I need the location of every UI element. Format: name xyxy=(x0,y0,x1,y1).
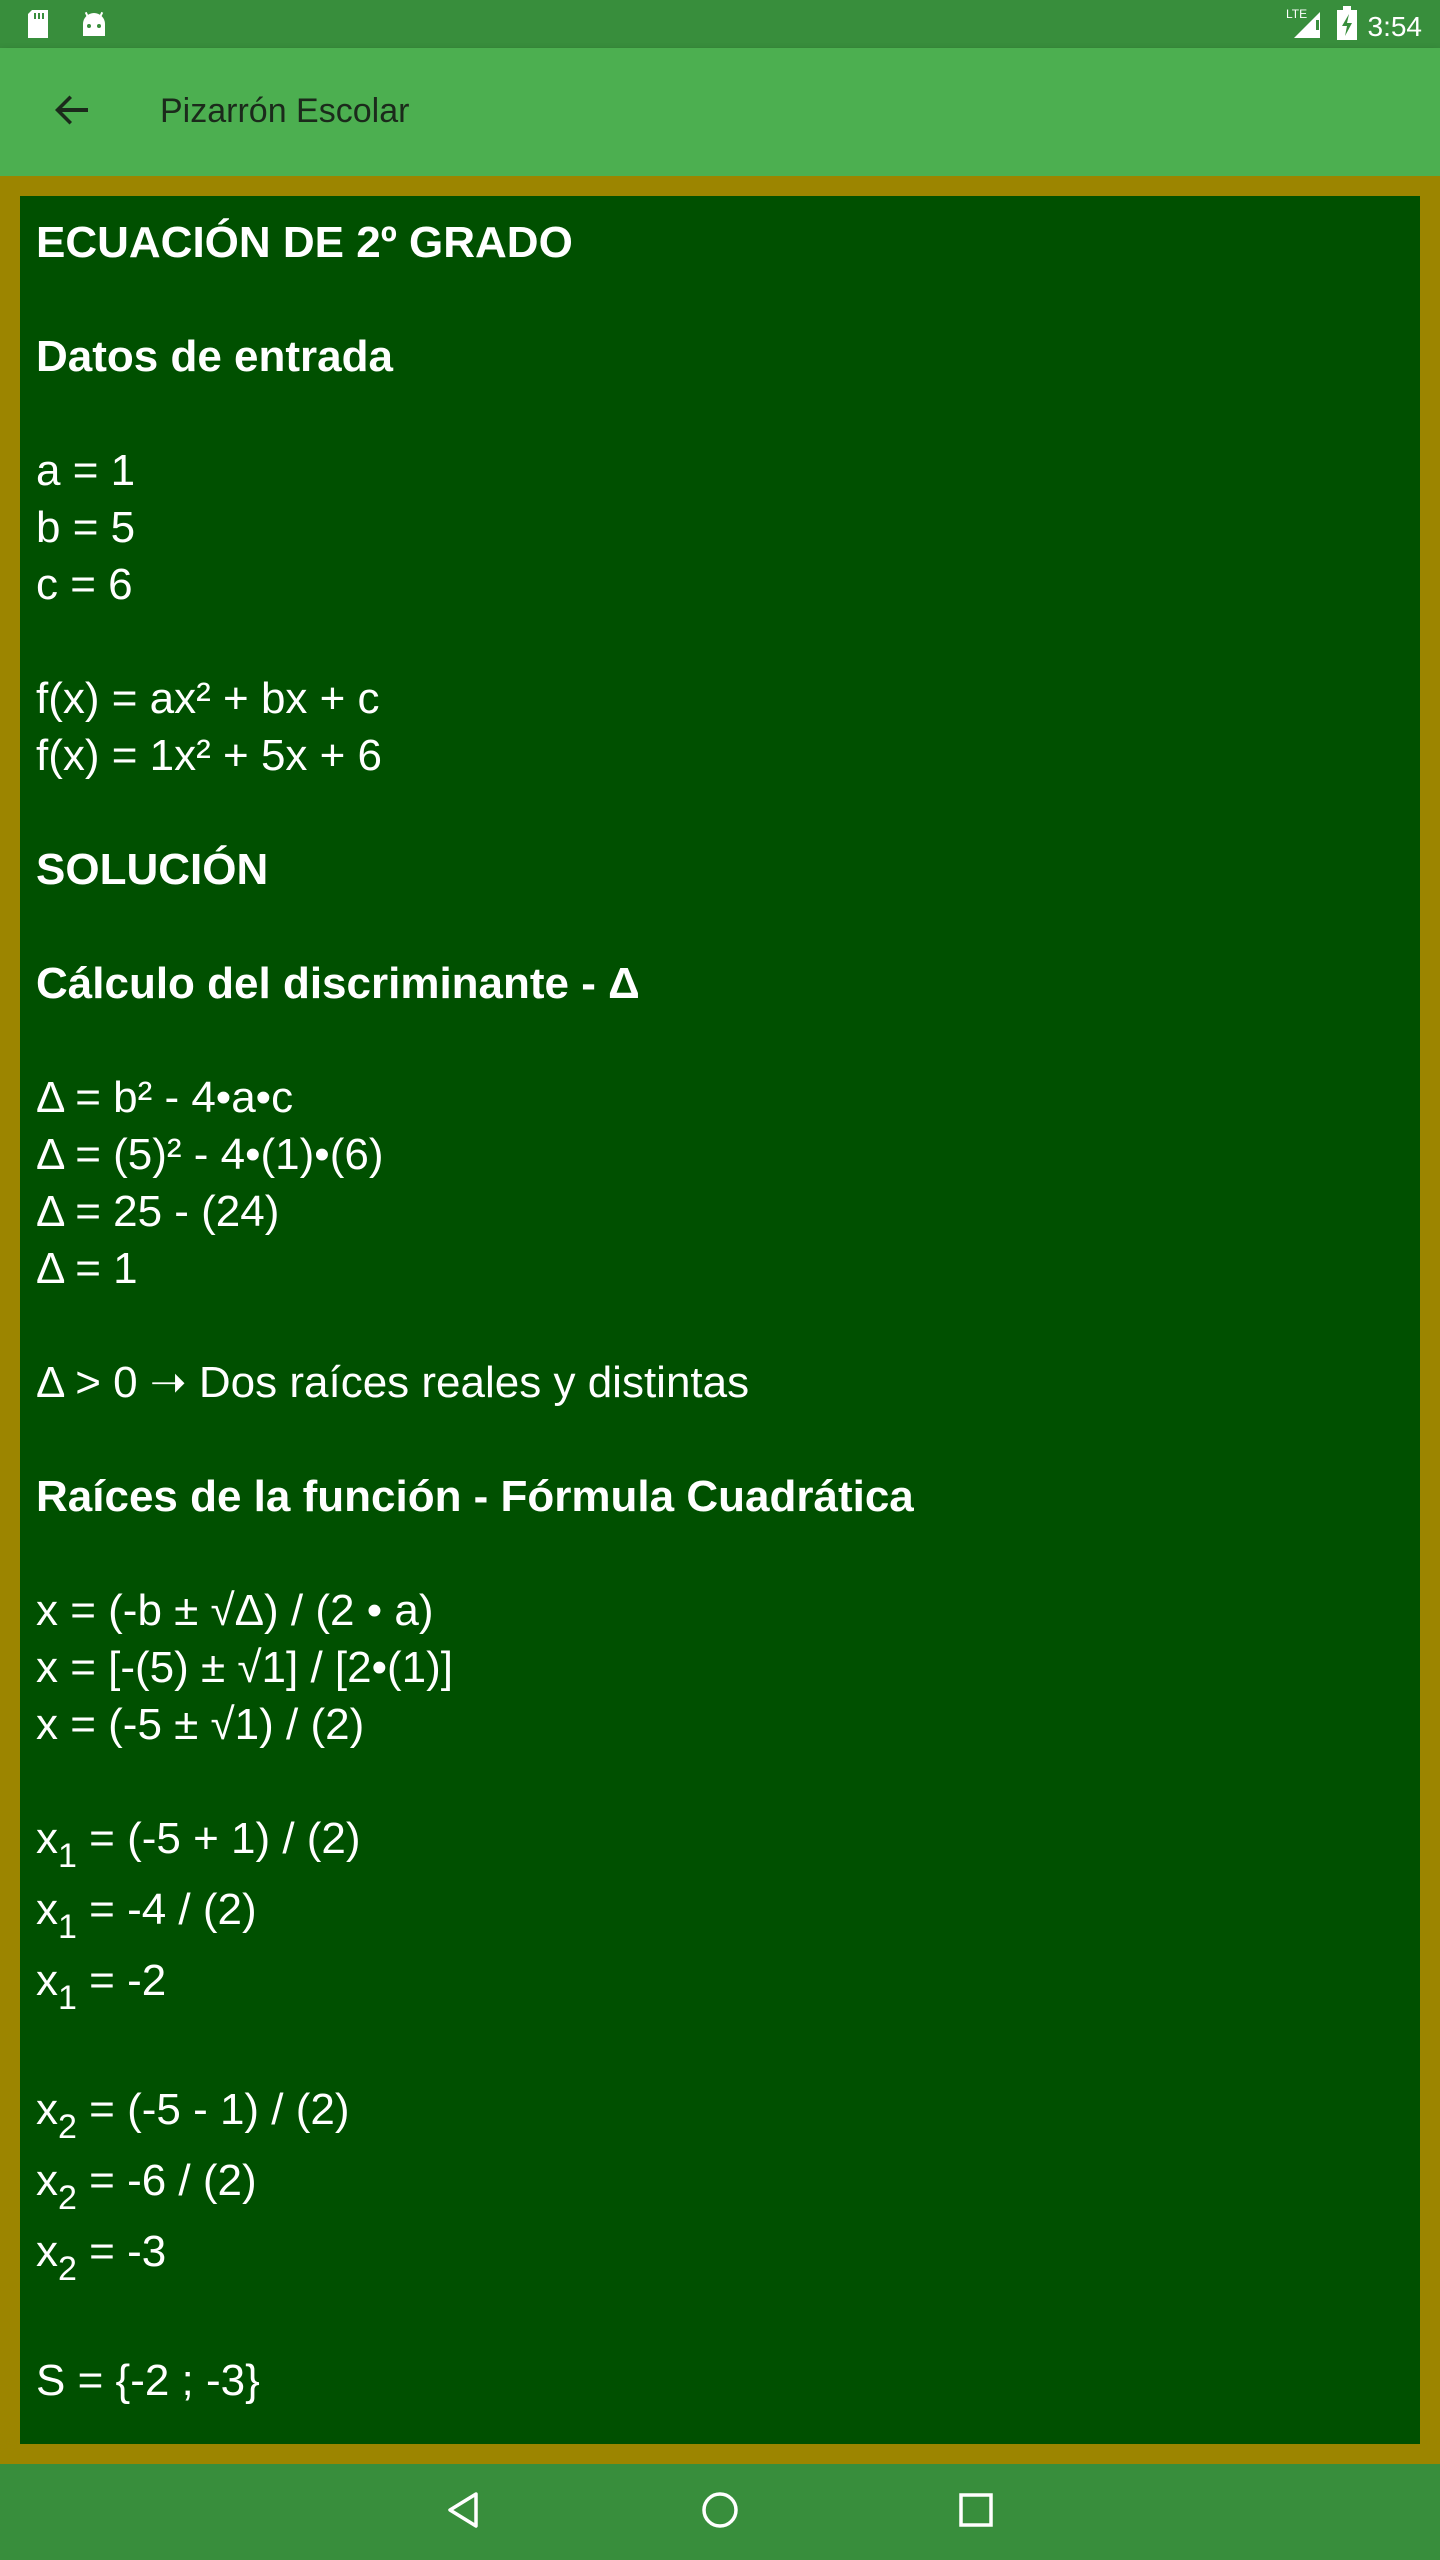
android-icon xyxy=(80,10,108,43)
arrow-back-icon xyxy=(54,92,90,133)
delta-conclusion: Δ > 0 ➝ Dos raíces reales y distintas xyxy=(36,1358,750,1407)
blackboard xyxy=(20,196,1420,2444)
delta-step-2: Δ = (5)² - 4•(1)•(6) xyxy=(36,1130,384,1179)
clock: 3:54 xyxy=(1367,10,1422,42)
coefficient-c: c = 6 xyxy=(36,560,133,609)
signal-icon xyxy=(1286,6,1326,47)
svg-text:LTE: LTE xyxy=(1285,7,1307,21)
nav-recents-button[interactable] xyxy=(948,2484,1004,2540)
formula-step-1: x = (-b ± √Δ) / (2 • a) xyxy=(36,1586,434,1635)
x2-step-1: $x_2 = (-5 - 1) / (2)$ xyxy=(36,2085,350,2146)
status-bar xyxy=(0,0,1440,48)
sd-card-icon xyxy=(26,10,50,43)
coefficient-b: b = 5 xyxy=(36,503,136,552)
app-title: Pizarrón Escolar xyxy=(160,92,410,130)
x2-step-3: $x_2 = -3$ xyxy=(36,2227,167,2288)
input-data-title: Datos de entrada xyxy=(36,332,393,381)
app-bar xyxy=(0,48,1440,176)
discriminant-title: Cálculo del discriminante - Δ xyxy=(36,959,640,1008)
delta-step-3: Δ = 25 - (24) xyxy=(36,1187,280,1236)
back-button[interactable] xyxy=(40,80,104,144)
equation-heading: ECUACIÓN DE 2º GRADO xyxy=(36,218,573,267)
circle-home-icon xyxy=(700,2490,740,2535)
x1-step-2: $x_1 = -4 / (2)$ xyxy=(36,1885,257,1946)
nav-home-button[interactable] xyxy=(692,2484,748,2540)
formula-step-3: x = (-5 ± √1) / (2) xyxy=(36,1700,365,1749)
x1-step-1: $x_1 = (-5 + 1) / (2)$ xyxy=(36,1814,361,1875)
delta-step-4: Δ = 1 xyxy=(36,1244,138,1293)
x2-step-2: $x_2 = -6 / (2)$ xyxy=(36,2156,257,2217)
formula-step-2: x = [-(5) ± √1] / [2•(1)] xyxy=(36,1643,454,1692)
nav-back-button[interactable] xyxy=(436,2484,492,2540)
square-recents-icon xyxy=(956,2490,996,2535)
solution-title: SOLUCIÓN xyxy=(36,845,269,894)
x1-step-3: $x_1 = -2$ xyxy=(36,1956,167,2017)
function-specific: f(x) = 1x² + 5x + 6 xyxy=(36,731,383,780)
battery-icon xyxy=(1336,6,1358,47)
solution-set: S = {-2 ; -3} xyxy=(36,2356,260,2405)
navigation-bar xyxy=(0,2464,1440,2560)
triangle-back-icon xyxy=(444,2490,484,2535)
delta-step-1: Δ = b² - 4•a•c xyxy=(36,1073,294,1122)
coefficient-a: a = 1 xyxy=(36,446,136,495)
function-general: f(x) = ax² + bx + c xyxy=(36,674,380,723)
roots-title: Raíces de la función - Fórmula Cuadrática xyxy=(36,1472,914,1521)
